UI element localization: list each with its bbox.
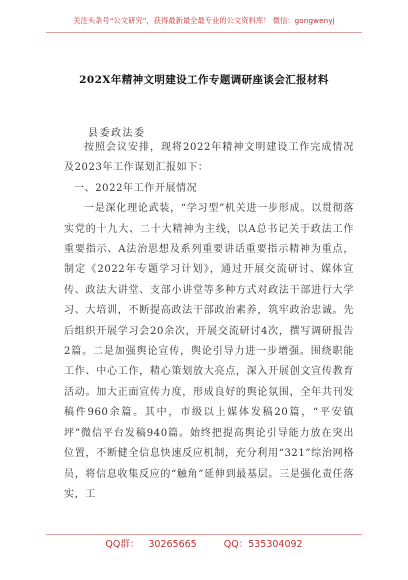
header-divider [46,32,362,33]
body-paragraph: 一是深化理论武装，“学习型”机关进一步形成。以贯彻落实党的十九大、二十大精神为主线，以A总书记关于政法工作重要指示、A法治思想及系列重要讲话重要指示精神为重点，制定《2022年专题学习计划》，通过开展交流研讨、媒体宣传、政法大讲堂、支部小讲堂等多种方式对政法干部进行大学习、大培训，不断提高政法干部政治素养，筑牢政治忠诚。先后组织开展学习会20余次，开展交流研讨4次，撰写调研报告2篇。二是加强舆论宣传，舆论引导力进一步增强。围绕职能工作、中心工作，精心策划放大亮点，深入开展创文宣传教育活动。加大正面宣传力度，形成良好的舆论氛围，全年共刊发稿件960余篇。其中，市级以上媒体发稿20篇，“平安镇坪”微信平台发稿940篇。始终把提高舆论引导能力放在突出位置，不断健全信息快速反应机制，充分利用“321”综治网格员，将信息收集反应的“触角”延伸到最基层。三是强化责任落实，工 [64,203,354,500]
section-heading: 一、2022年工作开展情况 [74,182,198,194]
intro-paragraph: 按照会议安排，现将2022年精神文明建设工作完成情况及2023年工作谋划汇报如下： [64,142,354,174]
promo-banner: 关注头条号“公文研究”，获得最新最全最专业的公文资料库！ 微信：gongwenyj [73,16,335,25]
document-title: 202X年精神文明建设工作专题调研座谈会汇报材料 [79,74,329,86]
footer-divider [46,534,362,535]
qq-number: QQ：535304092 [223,539,303,550]
document-body [64,138,354,505]
qq-group-number: QQ群： 30265665 [105,539,197,550]
department-name: 县委政法委 [88,128,146,139]
footer-contacts [0,536,408,550]
